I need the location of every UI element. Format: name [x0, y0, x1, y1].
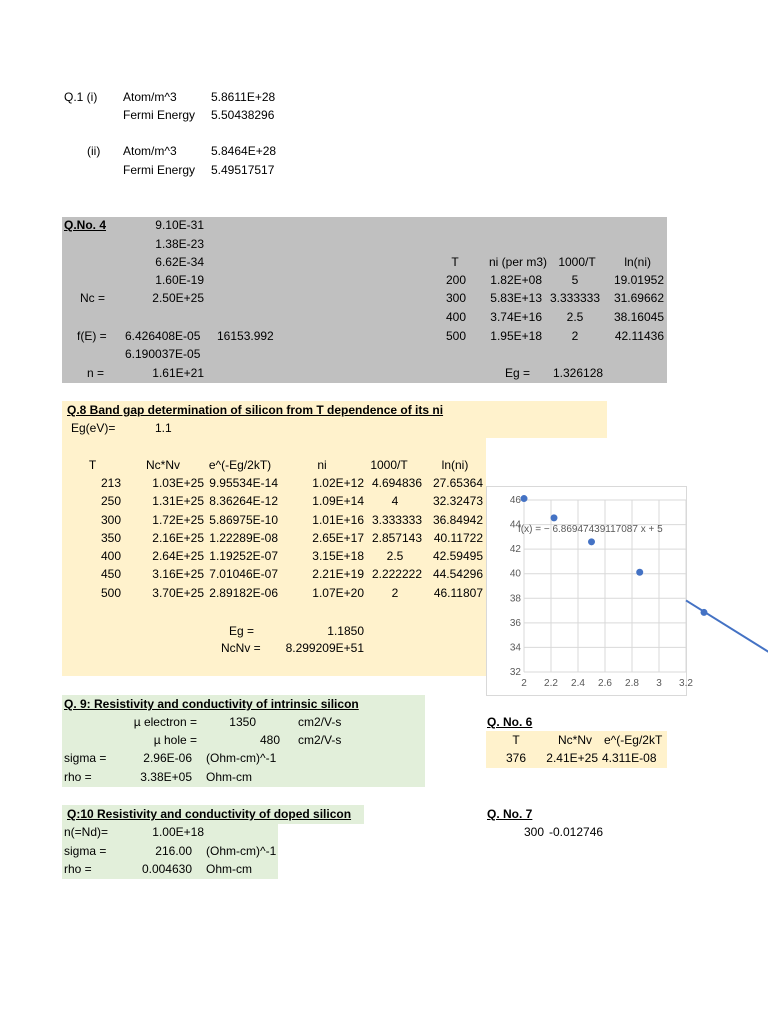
- q4-const-4: 1.60E-19: [155, 273, 204, 287]
- q9-muh-value: 480: [259, 733, 280, 747]
- q8-cell-ncnv: 2.16E+25: [152, 531, 204, 545]
- q6-title: Q. No. 6: [487, 715, 533, 729]
- q10-rho-value: 0.004630: [141, 862, 192, 876]
- q8-cell-ncnv: 3.16E+25: [152, 567, 204, 581]
- q8-cell-lnni: 27.65364: [432, 476, 483, 490]
- q8-cell-lnni: 36.84942: [432, 513, 483, 527]
- q9-sigma-label: sigma =: [64, 751, 107, 765]
- q9-rho-unit: Ohm-cm: [206, 770, 252, 784]
- q6-header-exp: e^(-Eg/2kT: [604, 733, 663, 747]
- q8-cell-1000t: 4: [391, 494, 399, 508]
- q8-cell-exp: 5.86975E-10: [209, 513, 278, 527]
- q4-cell-lnni: 31.69662: [613, 291, 664, 305]
- q8-cell-exp: 8.36264E-12: [209, 494, 278, 508]
- q4-fe-label: f(E) =: [77, 329, 107, 343]
- q10-sigma-value: 216.00: [155, 844, 192, 858]
- chart-y-tick-label: 40: [509, 568, 521, 580]
- q10-n-label: n(=Nd)=: [64, 825, 109, 839]
- q4-nc-label: Nc =: [80, 291, 106, 305]
- chart-data-point: [521, 495, 528, 502]
- q8-cell-lnni: 42.59495: [432, 549, 483, 563]
- q8-eg-value: 1.1: [155, 421, 172, 435]
- chart-y-tick-label: 46: [509, 495, 521, 506]
- q4-cell-t: 500: [445, 329, 466, 343]
- q8-cell-lnni: 44.54296: [432, 567, 483, 581]
- q8-eg-fit-label: Eg =: [229, 624, 255, 638]
- q8-cell-ncnv: 1.03E+25: [152, 476, 204, 490]
- chart-frame: [487, 487, 687, 696]
- q8-cell-t: 213: [100, 476, 121, 490]
- q8-cell-t: 300: [100, 513, 121, 527]
- q4-header-ni: ni (per m3): [488, 255, 547, 269]
- q4-nc-value: 2.50E+25: [152, 291, 204, 305]
- chart-x-tick-label: 2.8: [625, 678, 639, 689]
- q4-cell-t: 200: [445, 273, 466, 287]
- q9-mue-unit: cm2/V-s: [298, 715, 342, 729]
- chart-x-tick-label: 2.6: [598, 678, 612, 689]
- q9-mue-label: µ electron =: [133, 715, 197, 729]
- q1-ii-label: (ii): [87, 144, 101, 158]
- q8-ncnv-value: 8.299209E+51: [285, 641, 364, 655]
- q8-header-1000t: 1000/T: [370, 458, 408, 472]
- chart-y-tick-label: 42: [509, 544, 521, 556]
- q4-fe-value-1: 6.426408E-05: [125, 329, 201, 343]
- q4-cell-lnni: 38.16045: [613, 310, 664, 324]
- chart-data-point: [551, 514, 558, 521]
- q9-rho-value: 3.38E+05: [140, 770, 192, 784]
- q8-cell-t: 400: [100, 549, 121, 563]
- q8-header-exp: e^(-Eg/2kT): [208, 458, 272, 472]
- q9-muh-label: µ hole =: [153, 733, 197, 747]
- q8-cell-1000t: 2: [391, 586, 399, 600]
- q8-header-ni: ni: [317, 458, 327, 472]
- q4-title: Q.No. 4: [64, 218, 107, 232]
- q10-sigma-unit: (Ohm-cm)^-1: [206, 844, 277, 858]
- q8-cell-t: 450: [100, 567, 121, 581]
- q6-cell-ncnv: 2.41E+25: [546, 751, 598, 765]
- q8-cell-ncnv: 1.72E+25: [152, 513, 204, 527]
- q4-const-2: 1.38E-23: [155, 237, 204, 251]
- q4-cell-ni: 1.95E+18: [490, 329, 542, 343]
- q8-header-t: T: [88, 458, 97, 472]
- q4-eg-value: 1.326128: [553, 366, 604, 380]
- q1-i-atom-label: Atom/m^3: [123, 90, 177, 104]
- q1-ii-atom-value: 5.8464E+28: [211, 144, 277, 158]
- q8-eg-fit-value: 1.1850: [327, 624, 364, 638]
- q8-cell-lnni: 32.32473: [432, 494, 483, 508]
- q8-cell-exp: 1.22289E-08: [209, 531, 278, 545]
- q1-i-fermi-value: 5.50438296: [211, 108, 275, 122]
- q8-cell-ncnv: 2.64E+25: [152, 549, 204, 563]
- q4-cell-1000t: 2.5: [566, 310, 584, 324]
- chart-x-tick-label: 3: [656, 678, 662, 689]
- q8-cell-t: 500: [100, 586, 121, 600]
- chart-y-tick-label: 44: [509, 519, 521, 531]
- q7-cell-t: 300: [523, 825, 544, 839]
- q8-cell-1000t: 4.694836: [371, 476, 422, 490]
- chart-trendline-equation: f(x) = − 6.86947439117087 x + 5: [518, 524, 663, 535]
- chart-y-tick-label: 34: [509, 642, 521, 654]
- q8-cell-ni: 3.15E+18: [312, 549, 364, 563]
- q9-title: Q. 9: Resistivity and conductivity of intrinsic silicon: [64, 697, 359, 711]
- q4-cell-1000t: 5: [571, 273, 579, 287]
- q6-header-t: T: [512, 733, 520, 747]
- q8-title: Q.8 Band gap determination of silicon from T dependence of its ni: [67, 403, 444, 417]
- q9-rho-label: rho =: [64, 770, 92, 784]
- q8-cell-exp: 2.89182E-06: [209, 586, 278, 600]
- q4-cell-lnni: 19.01952: [613, 273, 664, 287]
- q8-cell-1000t: 2.857143: [371, 531, 422, 545]
- q1-ii-fermi-value: 5.49517517: [211, 163, 275, 177]
- q8-cell-ni: 2.65E+17: [312, 531, 364, 545]
- q8-cell-ni: 1.09E+14: [312, 494, 364, 508]
- q1-label: Q.1 (i): [64, 90, 98, 104]
- q1-i-fermi-label: Fermi Energy: [123, 108, 196, 122]
- q8-cell-exp: 7.01046E-07: [209, 567, 278, 581]
- q6-cell-t: 376: [505, 751, 526, 765]
- chart-x-tick-label: 2: [521, 678, 527, 689]
- chart-x-tick-label: 3.2: [679, 678, 693, 689]
- q4-n-value: 1.61E+21: [152, 366, 204, 380]
- q4-fe-value-3: 6.190037E-05: [125, 347, 201, 361]
- q8-cell-t: 250: [100, 494, 121, 508]
- q9-sigma-value: 2.96E-06: [143, 751, 192, 765]
- q8-eg-label: Eg(eV)=: [71, 421, 116, 435]
- q4-cell-ni: 1.82E+08: [490, 273, 542, 287]
- q4-cell-t: 300: [445, 291, 466, 305]
- q9-sigma-unit: (Ohm-cm)^-1: [206, 751, 277, 765]
- chart-x-tick-label: 2.4: [571, 678, 585, 689]
- q6-header-ncnv: Nc*Nv: [557, 733, 592, 747]
- chart-data-point: [636, 569, 643, 576]
- q4-cell-ni: 5.83E+13: [490, 291, 542, 305]
- q8-cell-1000t: 3.333333: [371, 513, 422, 527]
- q10-title: Q:10 Resistivity and conductivity of doped silicon: [67, 807, 352, 821]
- q8-ncnv-label: NcNv =: [221, 641, 261, 655]
- q10-rho-unit: Ohm-cm: [206, 862, 252, 876]
- q8-cell-ni: 2.21E+19: [312, 567, 364, 581]
- q9-mue-value: 1350: [229, 715, 256, 729]
- q10-rho-label: rho =: [64, 862, 92, 876]
- chart-y-tick-label: 32: [509, 667, 521, 678]
- q4-header-t: T: [451, 255, 459, 269]
- q4-n-label: n =: [87, 366, 105, 380]
- chart-x-tick-label: 2.2: [544, 678, 558, 689]
- q10-n-value: 1.00E+18: [152, 825, 204, 839]
- q8-cell-ni: 1.01E+16: [312, 513, 364, 527]
- q8-cell-ncnv: 1.31E+25: [152, 494, 204, 508]
- q8-cell-exp: 9.95534E-14: [209, 476, 278, 490]
- chart-trendline: [686, 600, 768, 726]
- q8-cell-ni: 1.02E+12: [312, 476, 364, 490]
- q8-cell-exp: 1.19252E-07: [209, 549, 278, 563]
- q8-cell-1000t: 2.5: [386, 549, 404, 563]
- q4-fe-value-2: 16153.992: [217, 329, 274, 343]
- q8-cell-ni: 1.07E+20: [312, 586, 364, 600]
- q8-cell-ncnv: 3.70E+25: [152, 586, 204, 600]
- q7-cell-value: -0.012746: [549, 825, 604, 839]
- q8-cell-lnni: 46.11807: [433, 586, 483, 600]
- chart-y-tick-label: 36: [509, 617, 521, 629]
- q4-const-3: 6.62E-34: [155, 255, 204, 269]
- q7-title: Q. No. 7: [487, 807, 533, 821]
- q1-i-atom-value: 5.8611E+28: [211, 90, 276, 104]
- q10-sigma-label: sigma =: [64, 844, 107, 858]
- q8-cell-lnni: 40.11722: [433, 531, 483, 545]
- q4-cell-t: 400: [445, 310, 466, 324]
- q4-cell-ni: 3.74E+16: [490, 310, 542, 324]
- q6-cell-exp: 4.311E-08: [602, 751, 657, 765]
- q8-cell-t: 350: [100, 531, 121, 545]
- q4-cell-lnni: 42.11436: [614, 329, 664, 343]
- q4-cell-1000t: 2: [571, 329, 579, 343]
- q4-const-1: 9.10E-31: [155, 218, 204, 232]
- chart-data-point: [700, 609, 707, 616]
- ln-ni-vs-1000-over-t-chart: [486, 486, 693, 696]
- q4-header-lnni: ln(ni): [624, 255, 651, 269]
- q4-header-1000t: 1000/T: [558, 255, 596, 269]
- q4-eg-label: Eg =: [505, 366, 531, 380]
- chart-data-point: [588, 538, 595, 545]
- q9-muh-unit: cm2/V-s: [298, 733, 342, 747]
- q4-cell-1000t: 3.333333: [549, 291, 601, 305]
- q8-header-lnni: ln(ni): [441, 458, 469, 472]
- q1-ii-atom-label: Atom/m^3: [123, 144, 177, 158]
- q8-header-ncnv: Nc*Nv: [145, 458, 180, 472]
- q1-ii-fermi-label: Fermi Energy: [123, 163, 196, 177]
- chart-y-tick-label: 38: [509, 593, 521, 605]
- q8-cell-1000t: 2.222222: [371, 567, 422, 581]
